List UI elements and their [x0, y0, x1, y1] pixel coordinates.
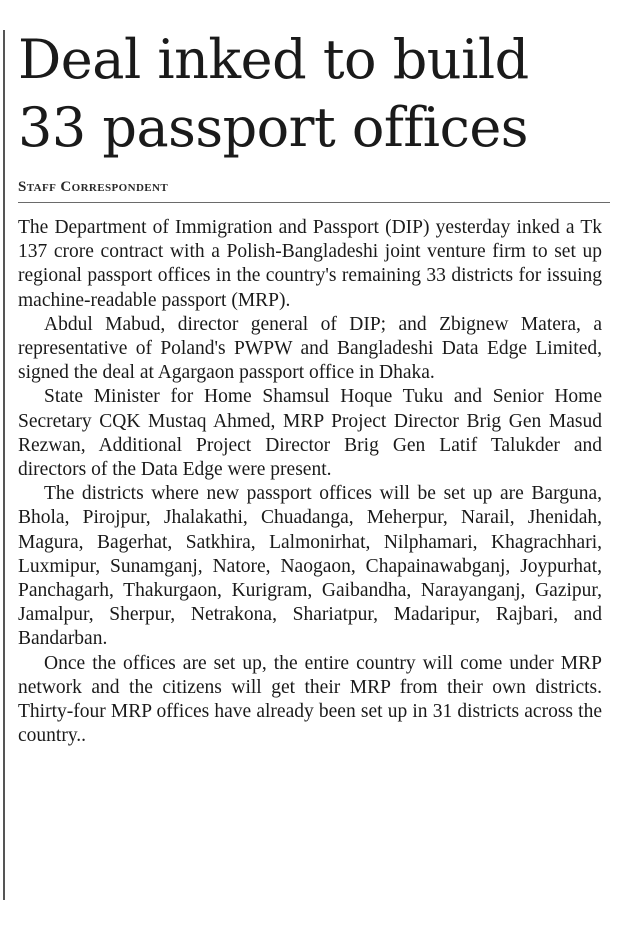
paragraph-2: Abdul Mabud, director general of DIP; and Zbignew Matera, a representative of Poland's PWPW and Bangladeshi Data Edge Limited, signed the deal at Agargaon passport office in Dhaka. [18, 313, 602, 384]
headline [18, 26, 618, 162]
headline-line-2: 33 passport offices [18, 96, 528, 159]
article-body [18, 216, 602, 748]
byline: Staff Correspondent [18, 179, 169, 195]
headline-line-1: Deal inked to build [18, 28, 529, 91]
paragraph-4: The districts where new passport offices will be set up are Barguna, Bhola, Pirojpur, Jhalakathi, Chuadanga, Meherpur, Narail, Jhenidah, Magura, Bagerhat, Satkhira, Lalmonirhat, Nilphamari, Khagrachhari, Luxmipur, Sunamganj, Natore, Naogaon, Chapainawabganj, Joypurhat, Panchagarh, Thakurgaon, Kurigram, Gaibandha, Narayanganj, Gazipur, Jamalpur, Sherpur, Netrakona, Shariatpur, Madaripur, Rajbari, and Bandarban. [18, 483, 602, 650]
paragraph-3: State Minister for Home Shamsul Hoque Tuku and Senior Home Secretary CQK Mustaq Ahmed, MRP Project Director Brig Gen Masud Rezwan, Additional Project Director Brig Gen Latif Talukder and directors of the Data Edge were present. [18, 386, 602, 481]
paragraph-1: The Department of Immigration and Passport (DIP) yesterday inked a Tk 137 crore contract with a Polish-Bangladeshi joint venture firm to set up regional passport offices in the country's remaining 33 districts for issuing machine-readable passport (MRP). [18, 217, 602, 311]
paragraph-5: Once the offices are set up, the entire country will come under MRP network and the citizens will get their MRP from their own districts. Thirty-four MRP offices have already been set up in 31 districts across the country.. [18, 652, 602, 747]
column-rule [3, 30, 5, 900]
byline-divider [18, 202, 610, 203]
